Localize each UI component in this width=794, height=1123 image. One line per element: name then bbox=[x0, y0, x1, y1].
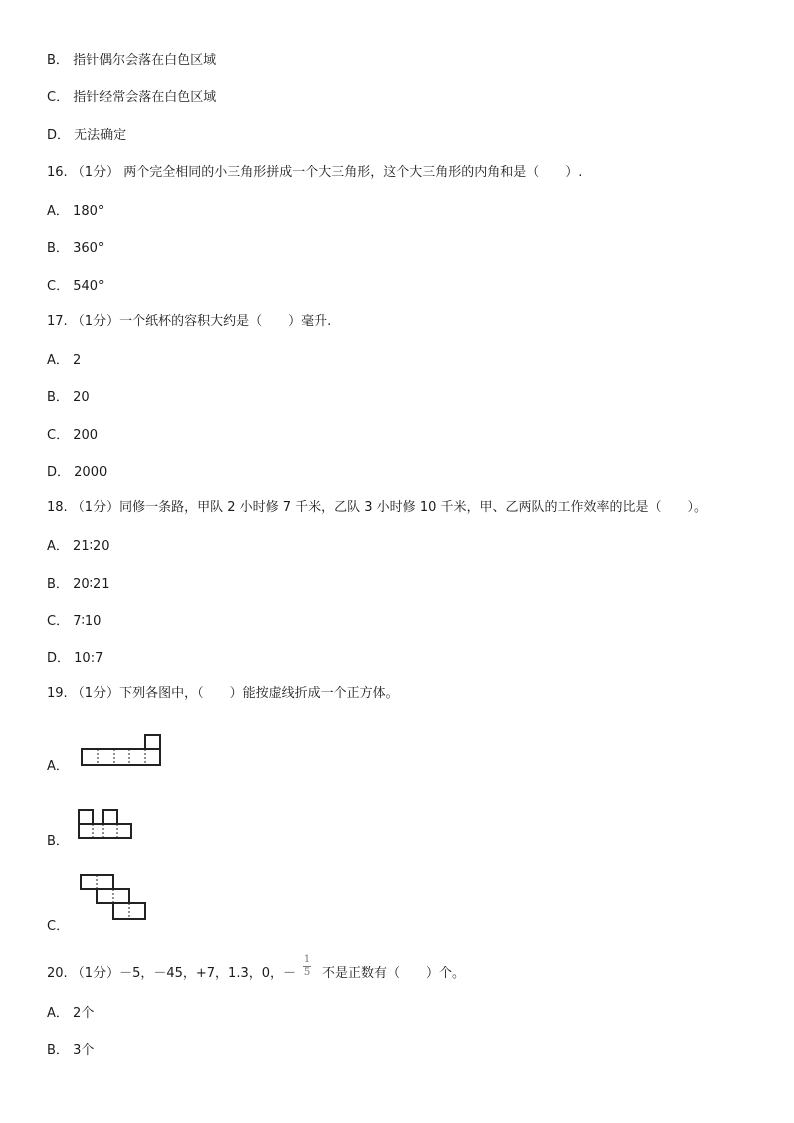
question-17-stem: 17. （1分）一个纸杯的容积大约是（ ）毫升. bbox=[47, 314, 332, 329]
option-q16-b[interactable] bbox=[47, 240, 104, 258]
question-20-stem-after: 不是正数有（ ）个。 bbox=[322, 966, 466, 981]
option-q15-b[interactable] bbox=[47, 52, 216, 70]
option-q17-b[interactable] bbox=[47, 389, 90, 407]
option-letter: D． bbox=[47, 465, 71, 480]
option-letter: D． bbox=[47, 128, 71, 143]
option-text: 3个 bbox=[73, 1043, 95, 1058]
option-q17-a[interactable] bbox=[47, 352, 81, 370]
option-text: 20∶21 bbox=[73, 577, 110, 592]
cube-net-a-figure bbox=[80, 733, 164, 769]
option-text: 10:7 bbox=[74, 651, 104, 666]
option-q20-b[interactable] bbox=[47, 1042, 94, 1060]
option-text: 2 bbox=[73, 353, 82, 368]
fraction-one-fifth bbox=[302, 955, 312, 978]
question-19-stem: 19. （1分）下列各图中，（ ）能按虚线折成一个正方体。 bbox=[47, 686, 399, 701]
option-letter: A． bbox=[47, 539, 69, 554]
option-letter: C． bbox=[47, 279, 70, 294]
question-20-stem bbox=[47, 965, 465, 983]
option-text: 2000 bbox=[74, 465, 108, 480]
option-q18-b[interactable] bbox=[47, 576, 110, 594]
question-20-stem-before: 20. （1分）－5，－45，+7，1.3，0，－ bbox=[47, 966, 296, 981]
option-letter: D． bbox=[47, 651, 71, 666]
option-letter: A． bbox=[47, 353, 69, 368]
option-letter: B． bbox=[47, 241, 69, 256]
fraction-numerator: 1 bbox=[303, 954, 311, 965]
option-q18-d[interactable] bbox=[47, 650, 103, 668]
option-q19-b[interactable] bbox=[47, 833, 69, 851]
option-q20-a[interactable] bbox=[47, 1005, 94, 1023]
option-letter: C． bbox=[47, 90, 70, 105]
option-letter: B． bbox=[47, 53, 69, 68]
option-q19-a[interactable] bbox=[47, 758, 69, 776]
fraction-denominator: 5 bbox=[303, 967, 311, 978]
option-text: 无法确定 bbox=[74, 128, 127, 143]
option-letter: A． bbox=[47, 204, 69, 219]
option-text: 7∶10 bbox=[73, 614, 102, 629]
option-q19-c[interactable] bbox=[47, 918, 69, 936]
option-text: 20 bbox=[73, 390, 90, 405]
option-text: 21∶20 bbox=[73, 539, 110, 554]
option-q16-a[interactable] bbox=[47, 203, 104, 221]
option-q18-a[interactable] bbox=[47, 538, 110, 556]
question-18-stem: 18. （1分）同修一条路，甲队 2 小时修 7 千米，乙队 3 小时修 10 千米，甲、乙两队的工作效率的比是（ ）。 bbox=[47, 500, 707, 515]
option-q17-c[interactable] bbox=[47, 427, 98, 445]
option-q16-c[interactable] bbox=[47, 278, 105, 296]
option-text: 指针偶尔会落在白色区域 bbox=[73, 53, 217, 68]
option-q18-c[interactable] bbox=[47, 613, 101, 631]
option-letter: C． bbox=[47, 614, 70, 629]
option-letter: A． bbox=[47, 759, 69, 774]
question-16-stem: 16. （1分） 两个完全相同的小三角形拼成一个大三角形，这个大三角形的内角和是（ ）. bbox=[47, 165, 583, 180]
option-q17-d[interactable] bbox=[47, 464, 107, 482]
option-letter: B． bbox=[47, 834, 69, 849]
option-q15-c[interactable] bbox=[47, 89, 216, 107]
option-text: 2个 bbox=[73, 1006, 95, 1021]
option-letter: B． bbox=[47, 390, 69, 405]
cube-net-c-figure bbox=[78, 872, 150, 924]
cube-net-b-figure bbox=[76, 806, 136, 842]
option-letter: C． bbox=[47, 919, 70, 934]
option-text: 200 bbox=[73, 428, 99, 443]
option-text: 180° bbox=[73, 204, 105, 219]
option-text: 360° bbox=[73, 241, 105, 256]
option-text: 540° bbox=[73, 279, 105, 294]
option-text: 指针经常会落在白色区域 bbox=[73, 90, 217, 105]
option-letter: C． bbox=[47, 428, 70, 443]
option-letter: A． bbox=[47, 1006, 69, 1021]
option-letter: B． bbox=[47, 577, 69, 592]
option-q15-d[interactable] bbox=[47, 127, 126, 145]
option-letter: B． bbox=[47, 1043, 69, 1058]
